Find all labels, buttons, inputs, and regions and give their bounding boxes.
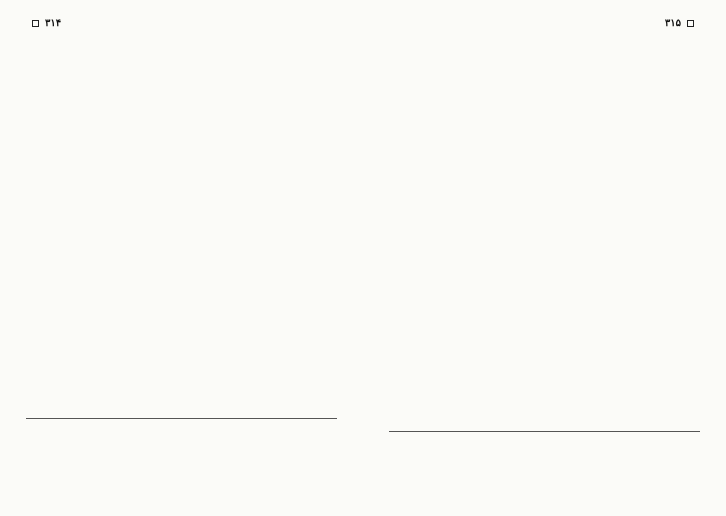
running-head-right bbox=[389, 16, 700, 30]
footnote bbox=[26, 448, 337, 460]
main-text-right bbox=[389, 40, 700, 118]
section-heading bbox=[26, 103, 337, 118]
square-ornament-icon bbox=[32, 20, 39, 27]
verse-heading bbox=[389, 80, 700, 95]
main-text-left bbox=[26, 40, 337, 204]
body-paragraph bbox=[389, 40, 700, 55]
footnote bbox=[389, 437, 700, 449]
section-heading bbox=[26, 166, 337, 181]
body-paragraph bbox=[26, 40, 337, 55]
body-paragraph bbox=[26, 141, 337, 156]
page-number: ۳۱۴ bbox=[45, 17, 62, 29]
footnote bbox=[26, 424, 337, 436]
body-paragraph bbox=[389, 59, 700, 74]
right-page bbox=[363, 0, 726, 516]
footnote-divider bbox=[389, 431, 700, 432]
body-paragraph bbox=[26, 59, 337, 74]
body-paragraph bbox=[389, 99, 700, 114]
body-paragraph bbox=[26, 185, 337, 200]
body-paragraph bbox=[26, 78, 337, 93]
footnote bbox=[389, 449, 700, 461]
footnotes-left bbox=[26, 424, 337, 472]
footnote bbox=[26, 436, 337, 448]
footnote bbox=[26, 460, 337, 472]
footnote-divider bbox=[26, 418, 337, 419]
body-paragraph bbox=[26, 122, 337, 137]
footnote bbox=[389, 461, 700, 473]
running-head-left bbox=[26, 16, 337, 30]
footnotes-right bbox=[389, 437, 700, 473]
page-number: ۳۱۵ bbox=[664, 17, 681, 29]
square-ornament-icon bbox=[687, 20, 694, 27]
